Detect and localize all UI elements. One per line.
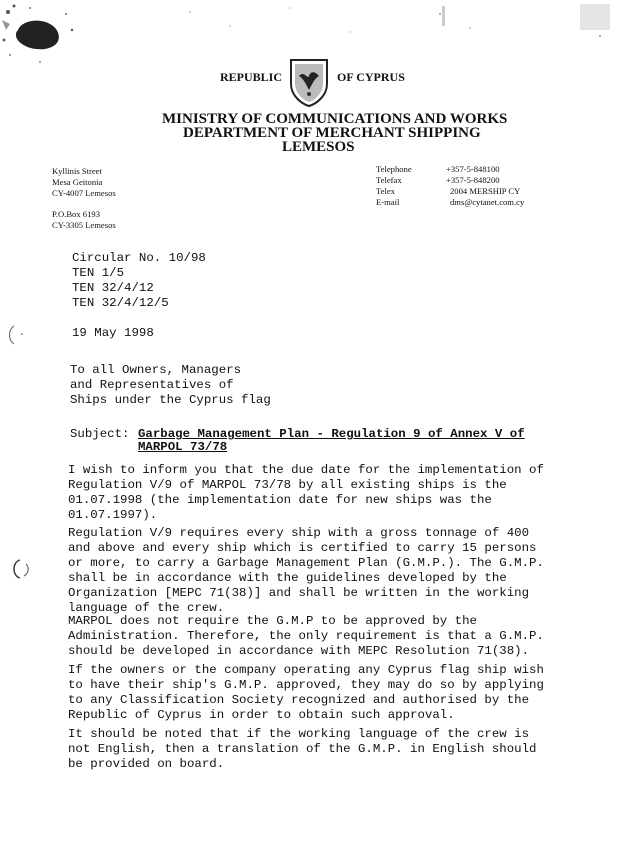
paragraph-line: Administration. Therefore, the only requirement is that a G.M.P. [68, 629, 544, 643]
contact-label: Telephone [376, 164, 412, 174]
address-block [52, 166, 116, 231]
scan-speckle-top [170, 2, 620, 42]
reference-line: TEN 32/4/12/5 [72, 296, 169, 310]
scan-blot-icon [0, 0, 90, 70]
paragraph-line: Regulation V/9 of MARPOL 73/78 by all existing ships is the [68, 478, 507, 492]
body-paragraph [68, 526, 561, 616]
city-title: LEMESOS [282, 139, 355, 155]
paragraph-line: to have their ship's G.M.P. approved, they may do so by applying [68, 678, 544, 692]
reference-line: TEN 1/5 [72, 266, 125, 280]
contact-label: Telex [376, 186, 395, 196]
contact-value: +357-5-848100 [446, 164, 500, 174]
contact-label: E-mail [376, 197, 400, 207]
paragraph-line: Republic of Cyprus in order to obtain such approval. [68, 708, 455, 722]
pobox-line: CY-3305 Lemesos [52, 220, 116, 230]
paragraph-line: Regulation V/9 requires every ship with a gross tonnage of 400 [68, 526, 530, 540]
subject-label: Subject: [70, 427, 130, 441]
paragraph-line: language of the crew. [68, 601, 225, 615]
paragraph-line: be provided on board. [68, 757, 225, 771]
contact-value: dms@cytanet.com.cy [450, 197, 525, 207]
addressee-line: Ships under the Cyprus flag [70, 393, 271, 407]
paragraph-line: 01.07.1998 (the implementation date for new ships was the [68, 493, 492, 507]
addressee-line: To all Owners, Managers [70, 363, 242, 377]
body-paragraph [68, 727, 561, 772]
contact-value: +357-5-848200 [446, 175, 500, 185]
addressee-line: and Representatives of [70, 378, 234, 392]
paragraph-line: Organization [MEPC 71(38)] and shall be written in the working [68, 586, 530, 600]
contact-row [376, 164, 616, 175]
coat-of-arms-icon [286, 56, 332, 108]
republic-left: REPUBLIC [220, 70, 283, 84]
contacts-block [376, 164, 616, 208]
address-line: Mesa Geitonia [52, 177, 103, 187]
paragraph-line: It should be noted that if the working language of the crew is [68, 727, 530, 741]
scan-artifact-topleft [0, 0, 90, 70]
department-title: DEPARTMENT OF MERCHANT SHIPPING [183, 125, 481, 141]
body-paragraph [68, 663, 561, 723]
addressee-block [70, 363, 271, 408]
punch-hole-mark [6, 554, 36, 584]
address-line: Kyllinis Street [52, 166, 102, 176]
address-line: CY-4007 Lemesos [52, 188, 116, 198]
republic-right: OF CYPRUS [337, 70, 405, 84]
contact-label: Telefax [376, 175, 402, 185]
paragraph-line: should be developed in accordance with MEPC Resolution 71(38). [68, 644, 530, 658]
paragraph-line: I wish to inform you that the due date for the implementation of [68, 463, 544, 477]
punch-hole-mark [4, 320, 30, 350]
subject-text: Garbage Management Plan - Regulation 9 of Annex V of [138, 427, 525, 441]
circular-number: Circular No. 10/98 [72, 251, 206, 265]
contact-row [376, 197, 616, 208]
reference-block [72, 251, 206, 311]
body-paragraph [68, 463, 561, 523]
subject-text: MARPOL 73/78 [138, 440, 228, 454]
paragraph-line: not English, then a translation of the G.M.P. in English should [68, 742, 537, 756]
contact-row [376, 175, 616, 186]
contact-row [376, 186, 616, 197]
reference-line: TEN 32/4/12 [72, 281, 154, 295]
paragraph-line: shall be in accordance with the guidelines developed by the [68, 571, 507, 585]
pobox-line: P.O.Box 6193 [52, 209, 100, 219]
contact-value: 2004 MERSHIP CY [450, 186, 521, 196]
body-paragraph [68, 614, 561, 659]
paragraph-line: 01.07.1997). [68, 508, 158, 522]
paragraph-line: to any Classification Society recognized and authorised by the [68, 693, 530, 707]
letter-date: 19 May 1998 [72, 326, 154, 340]
ministry-title: MINISTRY OF COMMUNICATIONS AND WORKS [162, 111, 508, 127]
paragraph-line: If the owners or the company operating any Cyprus flag ship wish [68, 663, 544, 677]
paragraph-line: MARPOL does not require the G.M.P to be approved by the [68, 614, 477, 628]
paragraph-line: and above and every ship which is certified to carry 15 persons [68, 541, 537, 555]
paragraph-line: or more, to carry a Garbage Management Plan (G.M.P.). The G.M.P. [68, 556, 544, 570]
